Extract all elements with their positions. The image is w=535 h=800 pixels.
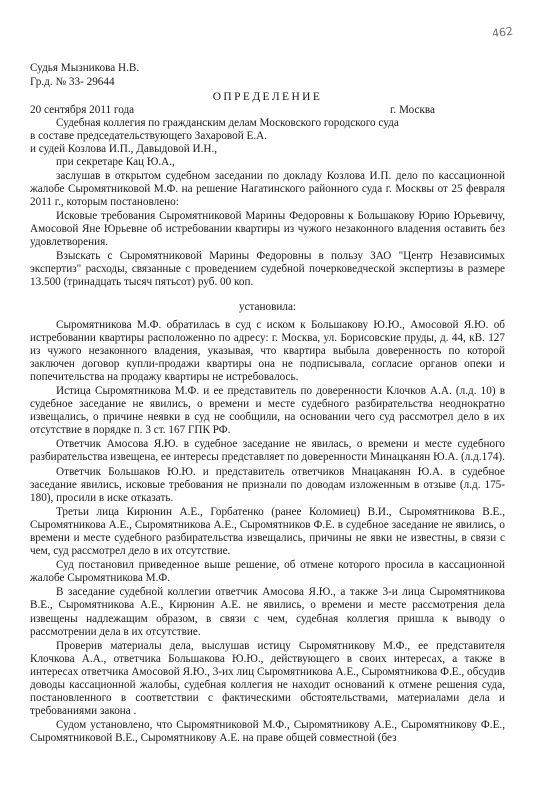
paragraph: Проверив материалы дела, выслушав истицу Сыромятникову М.Ф., ее представителя Клочкова А.А., ответчика Большакова Ю.Ю., действующего в своих интересах, а также в интересах ответчика Амосовой Я.Ю., 3-их лиц Сыромятникова А.Е., Сыромятникова Ф.Е., обсудив доводы кассационной жалобы, судебная коллегия не находит оснований к отмене решения суда, постановленного в соответствии с фактическими обстоятельствами, материалами дела и требованиями закона . (30, 639, 505, 718)
paragraph: Ответчик Амосова Я.Ю. в судебное заседание не явилась, о времени и месте судебного разбирательства извещена, ее интересы представляет по доверенности Минацканян Ю.А. (л.д.174). (30, 438, 505, 464)
secretary-line: при секретаре Кац Ю.А., (56, 156, 175, 169)
court-composition (30, 117, 505, 169)
paragraph: Третьи лица Кирюнин А.Е., Горбатенко (ранее Коломиец) В.И., Сыромятникова В.Е., Сыромятникова А.Е., Сыромятникова А.Е., Сыромятников Ф.Е. в судебное заседание не явились, о времени и месте судебного разбирательства извещались, причины не явки не известны, в связи с чем, суд рассмотрел дело в их отсутствие. (30, 505, 505, 558)
case-header (30, 62, 505, 89)
paragraph: заслушав в открытом судебном заседании по докладу Козлова И.П. дело по кассационной жалобе Сыромятниковой М.Ф. на решение Нагатинского районного суда г. Москвы от 25 февраля 2011 г., которым постановлено: (30, 169, 505, 208)
section-heading: установила: (238, 301, 297, 314)
case-number: Гр.д. № 33- 29644 (30, 75, 115, 88)
judges-line: и судей Козлова И.П., Давыдовой И.Н., (30, 143, 218, 156)
paragraph: Суд постановил приведенное выше решение, об отмене которого просила в кассационной жалобе Сыромятникова М.Ф. (30, 559, 505, 585)
paragraph: Истица Сыромятникова М.Ф. и ее представитель по доверенности Клочков А.А. (л.д. 10) в судебное заседание не явились, о времени и месте судебного разбирательства неоднократно извещались, о причине неявки в суд не сообщили, на основании чего суд рассмотрел дело в их отсутствие в порядке п. 3 ст. 167 ГПК РФ. (30, 384, 505, 437)
court-name-line: Судебная коллегия по гражданским делам Московского городского суда (56, 117, 399, 130)
paragraph: Сыромятникова М.Ф. обратилась в суд с иском к Большакову Ю.Ю., Амосовой Я.Ю. об истребовании квартиры расположенно по адресу: г. Москва, ул. Борисовские пруды, д. 44, кВ. 127 из чужого незаконного владения, указывая, что квартира выбыла доверенность по которой заключен договор купли-продажи квартиры она не подписывала, согласие органов опеки и попечительства на продажу квартиры не истребовалось. (30, 318, 505, 383)
preamble-section (30, 170, 505, 290)
paragraph: Судом установлено, что Сыромятниковой М.Ф., Сыромятникову А.Е., Сыромятникову Ф.Е., Сыромятниковой В.Е., Сыромятникову А.Е. на праве общей совместной (без (30, 719, 505, 745)
chair-line: в составе председательствующего Захаровой Е.А. (30, 130, 268, 143)
handwritten-page-number: 462 (491, 24, 514, 41)
paragraph: Ответчик Большаков Ю.Ю. и представитель ответчиков Мнацаканян Ю.А. в судебное заседание явились, исковые требования не признали по доводам изложенным в отзыве (л.д. 175-180), просили в иске отказать. (30, 465, 505, 504)
date-line (30, 104, 505, 117)
paragraph: В заседание судебной коллегии ответчик Амосова Я.Ю., а также 3-и лица Сыромятникова В.Е., Сыромятникова А.Е., Кирюнин А.Е. не явились, о времени и месте рассмотрения дела извещены надлежащим образом, в связи с чем, судебная коллегия пришла к выводу о рассмотрении дела в их отсутствие. (30, 586, 505, 638)
document-title: ОПРЕДЕЛЕНИЕ (212, 91, 323, 103)
body-section (30, 319, 505, 746)
judge-line: Судья Мызникова Н.В. (30, 62, 140, 74)
document-city: г. Москва (390, 104, 435, 117)
paragraph: Взыскать с Сыромятниковой Марины Федоровны в пользу ЗАО "Центр Независимых экспертиз" расходы, связанные с проведением судебной почерковедческой экспертизы в размере 13.500 (тринадцать тысяч пятьсот) руб. 00 коп. (30, 250, 505, 289)
document-date: 20 сентября 2011 года (30, 104, 135, 117)
paragraph: Исковые требования Сыромятниковой Марины Федоровны к Большакову Юрию Юрьевичу, Амосовой Яне Юрьевне об истребовании квартиры из чужого незаконного владения оставить без удовлетворения. (30, 209, 505, 249)
